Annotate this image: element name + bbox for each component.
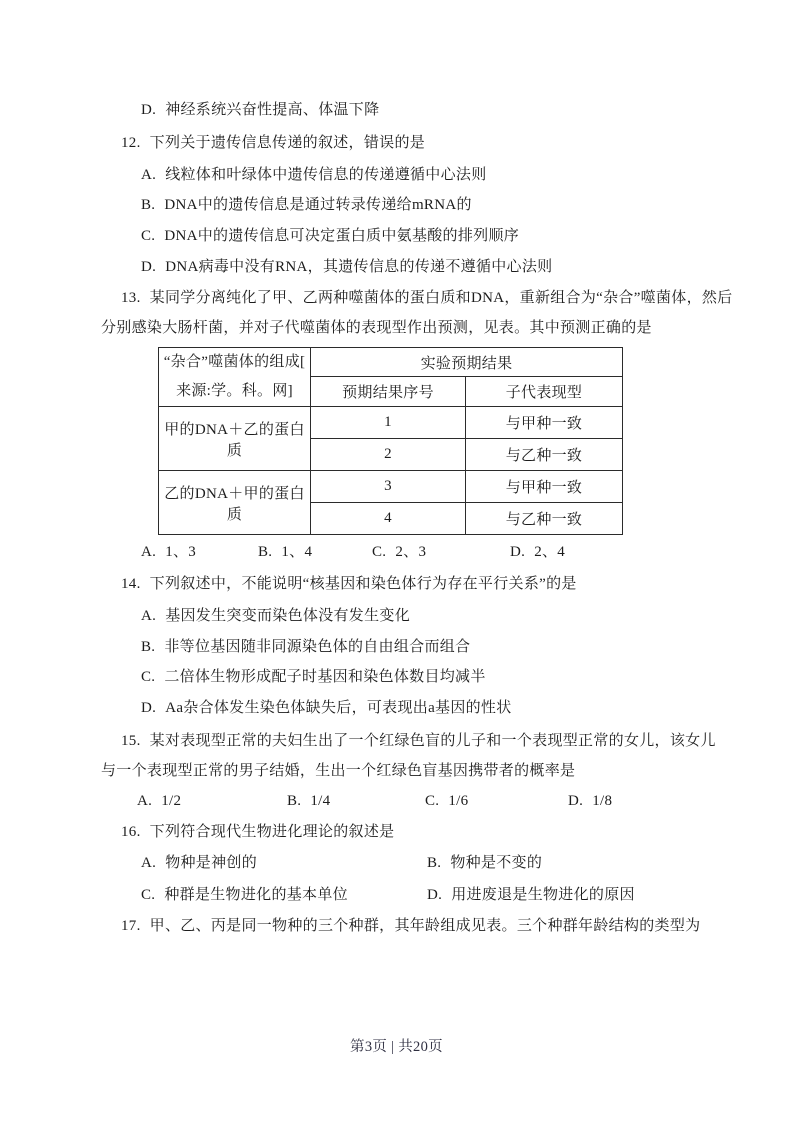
option-text: 用进废退是生物进化的原因 [451,887,635,903]
option-text: Aa杂合体发生染色体缺失后，可表现出a基因的性状 [165,700,512,716]
option-label: C. [425,793,440,809]
question-15-stem-line1 [121,730,716,752]
table-cell-seq: 4 [311,503,466,535]
question-12-stem [121,132,425,154]
option-label: C. [141,887,156,903]
option-text: 1/4 [310,793,331,809]
option-label: D. [141,259,157,275]
option-text: DNA中的遗传信息是通过转录传递给mRNA的 [164,197,472,213]
table-cell-seq: 3 [311,471,466,503]
question-text: 某同学分离纯化了甲、乙两种噬菌体的蛋白质和DNA，重新组合为“杂合”噬菌体，然后 [149,290,733,306]
option-12-c [141,225,519,247]
table-header-composition-line2: 来源:学。科。网] [176,383,293,399]
option-14-a [141,605,410,627]
option-label: D. [568,793,584,809]
option-text: 1、4 [281,544,313,560]
question-13-stem-line1 [121,287,732,309]
option-text: 1、3 [165,544,197,560]
option-label: D. [141,102,157,118]
option-text: 线粒体和叶绿体中遗传信息的传递遵循中心法则 [165,167,487,183]
option-label: A. [141,167,157,183]
question-text: 下列叙述中，不能说明“核基因和染色体行为存在平行关系”的是 [149,576,577,592]
question-17-stem [121,915,700,937]
question-15-stem-line2 [101,760,575,782]
option-12-a [141,164,487,186]
option-15-b [287,790,330,812]
question-number: 14. [121,576,141,592]
question-number: 13. [121,290,141,306]
question-text: 某对表现型正常的夫妇生出了一个红绿色盲的儿子和一个表现型正常的女儿，该女儿 [149,733,716,749]
table-header-composition-line1: “杂合”噬菌体的组成[ [163,354,306,370]
question-text: 与一个表现型正常的男子结婚，生出一个红绿色盲基因携带者的概率是 [101,763,576,779]
option-text: 物种是神创的 [165,855,257,871]
table-header-composition [159,348,311,407]
option-14-d [141,697,512,719]
table-cell-composition: 甲的DNA＋乙的蛋白质 [159,407,311,471]
option-label: C. [372,544,387,560]
option-label: D. [427,887,443,903]
question-text: 下列关于遗传信息传递的叙述，错误的是 [149,135,426,151]
table-cell-phenotype: 与甲种一致 [466,471,623,503]
question-16-stem [121,821,394,843]
option-label: A. [141,608,157,624]
option-text: 2、3 [395,544,427,560]
question-13-stem-line2 [101,317,652,339]
option-label: A. [137,793,153,809]
question-text: 下列符合现代生物进化理论的叙述是 [149,824,395,840]
option-text: 物种是不变的 [450,855,543,871]
option-13-a [141,541,196,563]
option-11-d [141,99,379,121]
table-cell-phenotype: 与甲种一致 [466,407,623,439]
option-15-c [425,790,468,812]
question-number: 16. [121,824,141,840]
table-cell-seq: 2 [311,439,466,471]
phage-prediction-table [158,347,623,535]
question-number: 15. [121,733,141,749]
option-text: 种群是生物进化的基本单位 [164,887,348,903]
option-16-c [141,884,348,906]
option-label: B. [141,639,156,655]
option-14-b [141,636,470,658]
option-14-c [141,666,486,688]
option-text: 1/2 [161,793,182,809]
option-text: DNA中的遗传信息可决定蛋白质中氨基酸的排列顺序 [164,228,520,244]
option-text: 非等位基因随非同源染色体的自由组合而组合 [164,639,471,655]
option-15-a [137,790,181,812]
table-cell-phenotype: 与乙种一致 [466,503,623,535]
option-text: 2、4 [534,544,566,560]
option-15-d [568,790,612,812]
option-16-d [427,884,635,906]
question-number: 17. [121,918,141,934]
option-text: 基因发生突变而染色体没有发生变化 [165,608,410,624]
option-label: A. [141,544,157,560]
table-header-expected-results: 实验预期结果 [311,348,623,377]
option-text: 1/6 [448,793,469,809]
option-13-b [258,541,312,563]
page-number-footer: 第3页 | 共20页 [350,1039,443,1055]
table-cell-phenotype: 与乙种一致 [466,439,623,471]
option-label: B. [427,855,442,871]
table-header-seq: 预期结果序号 [311,377,466,407]
question-14-stem [121,573,577,595]
question-number: 12. [121,135,141,151]
table-cell-composition: 乙的DNA＋甲的蛋白质 [159,471,311,535]
table-header-phenotype: 子代表现型 [466,377,623,407]
table-cell-seq: 1 [311,407,466,439]
option-16-a [141,852,257,874]
question-text: 甲、乙、丙是同一物种的三个种群，其年龄组成见表。三个种群年龄结构的类型为 [149,918,701,934]
option-16-b [427,852,542,874]
question-text: 分别感染大肠杆菌，并对子代噬菌体的表现型作出预测，见表。其中预测正确的是 [101,320,652,336]
option-label: C. [141,669,156,685]
option-text: 神经系统兴奋性提高、体温下降 [165,102,380,118]
option-13-d [510,541,565,563]
option-12-d [141,256,552,278]
option-label: D. [510,544,526,560]
option-label: B. [141,197,156,213]
option-label: A. [141,855,157,871]
option-12-b [141,194,472,216]
option-label: D. [141,700,157,716]
option-text: DNA病毒中没有RNA，其遗传信息的传递不遵循中心法则 [165,259,553,275]
option-13-c [372,541,426,563]
option-label: C. [141,228,156,244]
option-label: B. [258,544,273,560]
option-text: 二倍体生物形成配子时基因和染色体数目均减半 [164,669,486,685]
option-text: 1/8 [592,793,613,809]
option-label: B. [287,793,302,809]
